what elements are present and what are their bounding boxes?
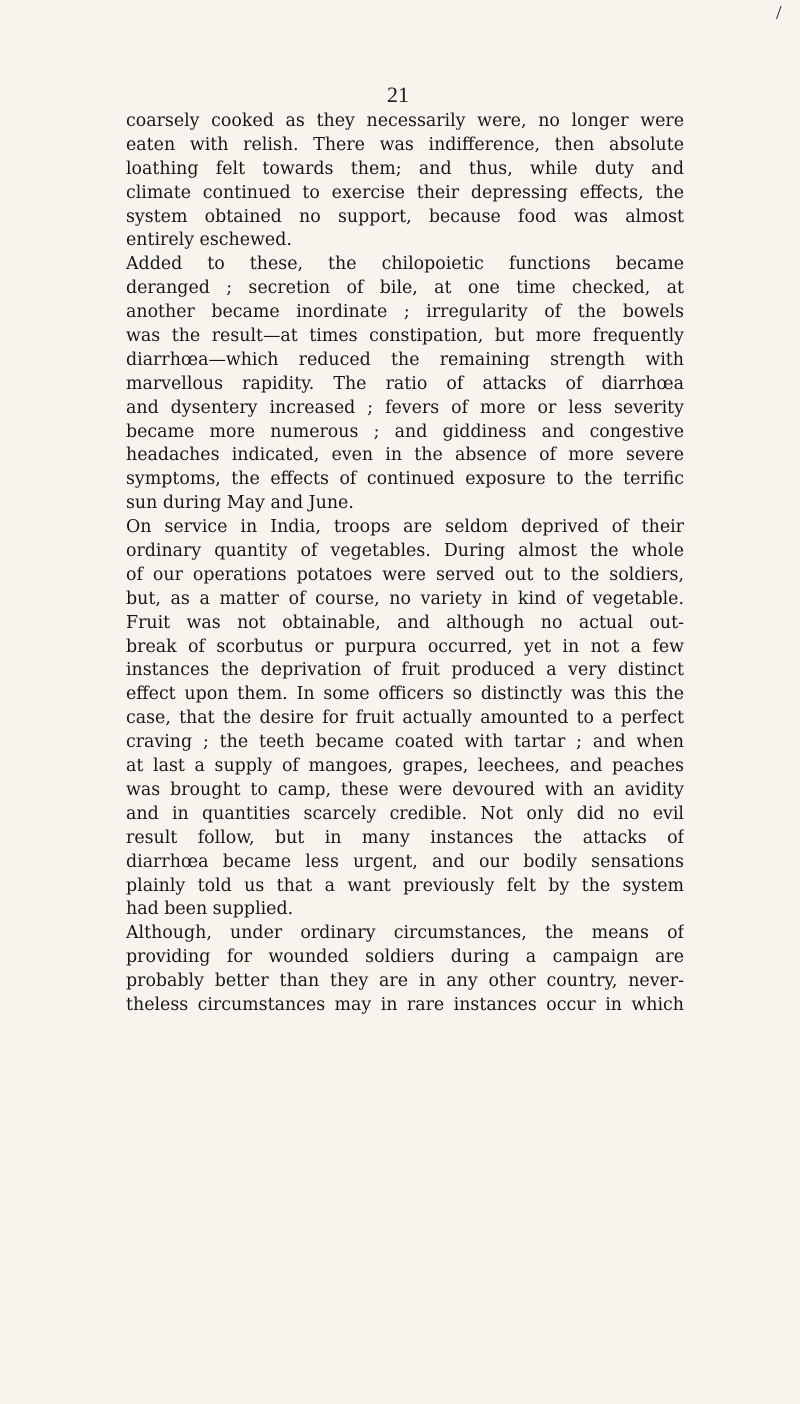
text-line: providing for wounded soldiers during a campaign are — [126, 947, 684, 968]
text-line: and in quantities scarcely credible. Not only did no evil — [126, 803, 684, 824]
text-line: eaten with relish. There was indifference, then absolute — [126, 134, 684, 155]
text-line: diarrhœa—which reduced the remaining strength with — [126, 349, 684, 370]
text-line: and dysentery increased ; fevers of more or less severity — [126, 397, 684, 418]
text-line: symptoms, the effects of continued exposure to the terrific — [126, 469, 684, 490]
text-line: loathing felt towards them; and thus, while duty and — [126, 158, 684, 179]
text-line: theless circumstances may in rare instances occur in which — [126, 994, 684, 1015]
text-line: Fruit was not obtainable, and although no actual out- — [126, 612, 684, 633]
text-line: craving ; the teeth became coated with tartar ; and when — [126, 732, 684, 753]
text-line: probably better than they are in any other country, never- — [126, 971, 684, 992]
text-line: system obtained no support, because food was almost — [126, 206, 684, 227]
text-line: climate continued to exercise their depressing effects, the — [126, 182, 684, 203]
text-line: became more numerous ; and giddiness and congestive — [126, 421, 684, 442]
text-line: marvellous rapidity. The ratio of attacks of diarrhœa — [126, 373, 684, 394]
text-line: ordinary quantity of vegetables. During almost the whole — [126, 541, 684, 562]
text-line: diarrhœa became less urgent, and our bodily sensations — [126, 851, 684, 872]
text-line: deranged ; secretion of bile, at one time checked, at — [126, 278, 684, 299]
text-line: On service in India, troops are seldom deprived of their — [126, 517, 684, 538]
page-number: 21 — [387, 82, 409, 107]
text-line: plainly told us that a want previously felt by the system — [126, 875, 684, 896]
body-text — [126, 110, 684, 1018]
text-line: at last a supply of mangoes, grapes, leechees, and peaches — [126, 756, 684, 777]
corner-mark: / — [776, 2, 782, 24]
text-line: instances the deprivation of fruit produced a very distinct — [126, 660, 684, 681]
text-line: result follow, but in many instances the attacks of — [126, 827, 684, 848]
text-line: case, that the desire for fruit actually amounted to a perfect — [126, 708, 684, 729]
text-line: break of scorbutus or purpura occurred, yet in not a few — [126, 636, 684, 657]
text-line: sun during May and June. — [126, 493, 354, 514]
text-line: but, as a matter of course, no variety in kind of vegetable. — [126, 588, 684, 609]
text-line: headaches indicated, even in the absence of more severe — [126, 445, 684, 466]
text-line: coarsely cooked as they necessarily were, no longer were — [126, 111, 684, 131]
text-line: was brought to camp, these were devoured with an avidity — [126, 779, 684, 800]
text-line: Added to these, the chilopoietic functions became — [126, 254, 684, 275]
text-line: effect upon them. In some officers so distinctly was this the — [126, 684, 684, 705]
text-line: Although, under ordinary circumstances, the means of — [126, 923, 684, 944]
text-line: entirely eschewed. — [126, 230, 292, 251]
text-line: was the result—at times constipation, but more frequently — [126, 326, 684, 347]
text-line: had been supplied. — [126, 899, 294, 920]
text-line: of our operations potatoes were served out to the soldiers, — [126, 564, 684, 585]
text-line: another became inordinate ; irregularity of the bowels — [126, 302, 684, 323]
